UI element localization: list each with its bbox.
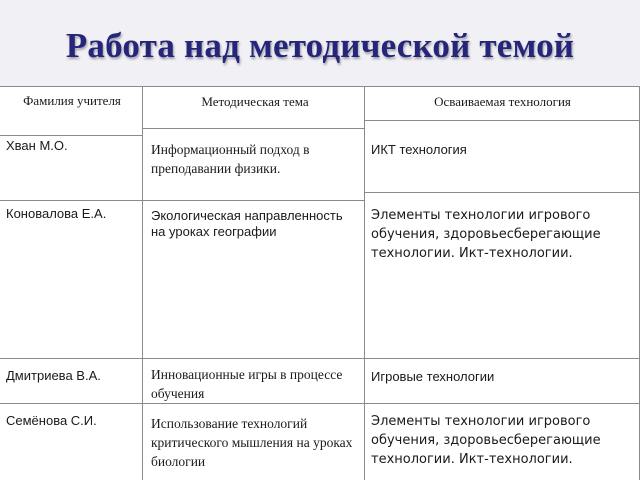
- row-1-topic: Информационный подход в преподавании физики.: [151, 142, 310, 176]
- column-divider-2: [364, 86, 365, 480]
- row-divider-1: [0, 200, 364, 201]
- row-3-teacher: Дмитриева В.А.: [6, 368, 101, 383]
- row-divider-topic-header: [142, 128, 364, 129]
- row-2-teacher: Коновалова Е.А.: [6, 206, 107, 221]
- methodology-table: [0, 86, 640, 486]
- header-topic: Методическая тема: [201, 94, 309, 109]
- header-teacher: Фамилия учителя: [23, 93, 121, 108]
- row-2-technology: Элементы технологии игрового обучения, здоровьесберегающие технологии. Икт-технологии.: [371, 208, 601, 261]
- row-divider-tech-header: [364, 120, 640, 121]
- row-divider-3: [0, 403, 640, 404]
- row-3-technology: Игровые технологии: [371, 369, 495, 384]
- row-4-teacher: Семёнова С.И.: [6, 413, 97, 428]
- row-divider-1-tech: [364, 192, 640, 193]
- row-divider-header: [0, 135, 142, 136]
- row-3-topic: Инновационные игры в процессе обучения: [151, 367, 343, 401]
- row-1-technology: ИКТ технология: [371, 142, 467, 157]
- row-4-topic: Использование технологий критического мышления на уроках биологии: [151, 416, 353, 469]
- column-divider-1: [142, 86, 143, 480]
- row-divider-2: [0, 358, 640, 359]
- table-top-border: [0, 86, 640, 87]
- row-2-topic: Экологическая направленность на уроках географии: [151, 208, 343, 239]
- header-technology: Осваиваемая технология: [434, 94, 571, 109]
- slide-title: Работа над методической темой: [65, 26, 575, 65]
- row-1-teacher: Хван М.О.: [6, 138, 68, 153]
- row-4-technology: Элементы технологии игрового обучения, здоровьесберегающие технологии. Икт-технологии.: [371, 414, 601, 467]
